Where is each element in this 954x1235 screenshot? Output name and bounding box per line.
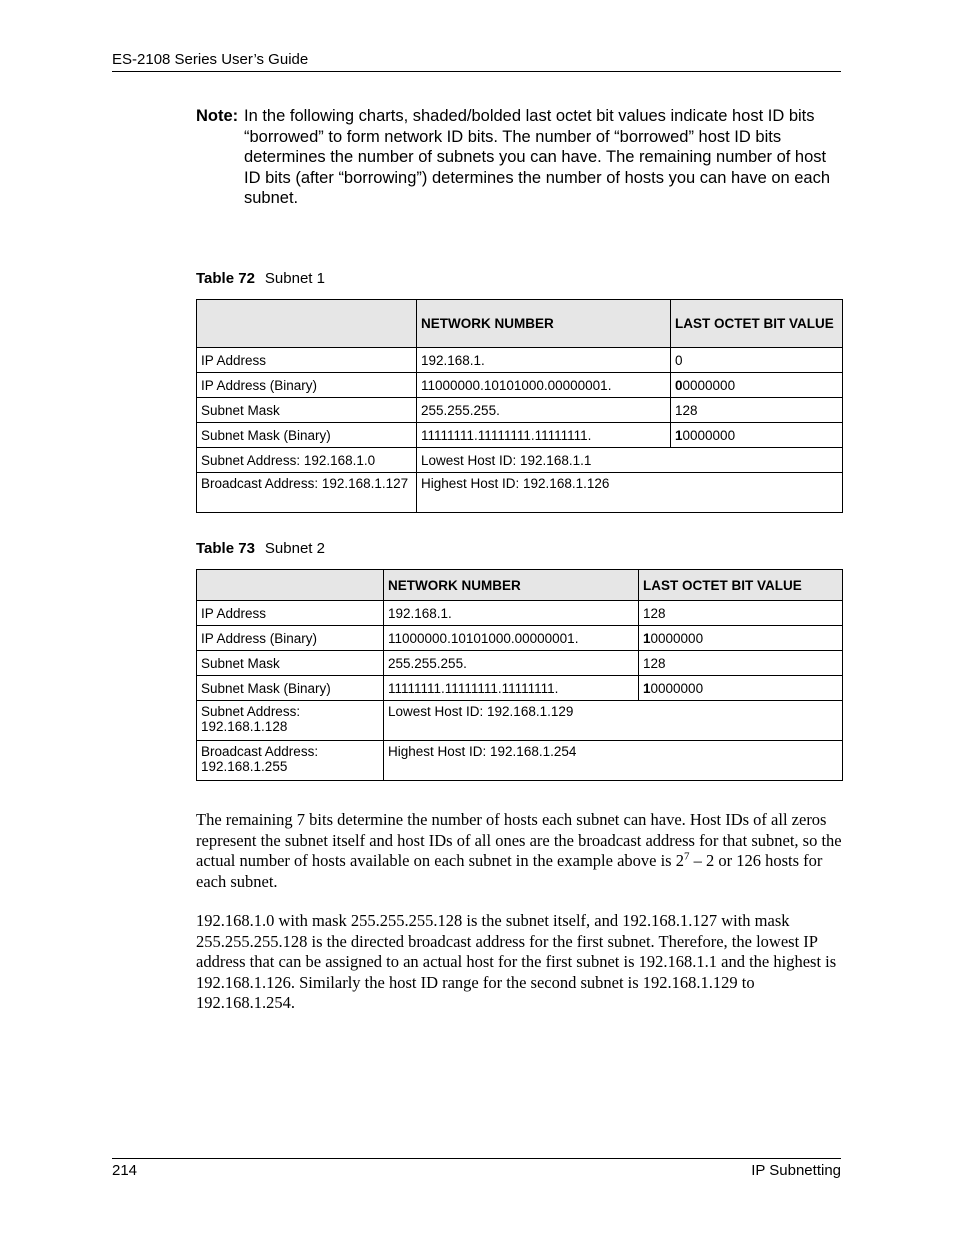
table-cell: Subnet Mask [197,651,384,676]
table-cell: IP Address (Binary) [197,373,417,398]
borrowed-bit: 1 [643,630,651,646]
table-cell [671,373,843,398]
table-cell [639,626,843,651]
table72-header-blank [197,300,417,348]
table73-caption-title: Subnet 2 [264,540,325,557]
footer-section-title: IP Subnetting [751,1162,841,1179]
table73-caption [196,540,325,557]
table72-subnet1 [196,299,843,513]
paragraph-subnet-ranges: 192.168.1.0 with mask 255.255.255.128 is the subnet itself, and 192.168.1.127 with mask 255.255.255.128 is the directed broadcast address for the first subnet. Therefore, the lowest IP address that can be assigned to an actual host for the first subnet is 192.168.1.1 and the highest is 192.168.1.126. Similarly the host ID range for the second subnet is 192.168.1.129 to 192.168.1.254. [196,911,837,1012]
table-cell: 11000000.10101000.00000001. [417,373,671,398]
remaining-bits: 0000000 [650,630,704,646]
borrowed-bit: 1 [675,427,683,443]
paragraph-text: – 2 or 126 hosts for each subnet. [196,851,823,891]
borrowed-bit: 0 [675,377,683,393]
table-cell: 128 [639,651,843,676]
table-row [197,448,843,473]
table73-header-blank [197,570,384,601]
note-label: Note: [196,107,239,125]
table-row [197,676,843,701]
borrowed-bit: 1 [643,680,651,696]
table-cell: Broadcast Address: 192.168.1.255 [197,741,384,781]
table-cell: 11000000.10101000.00000001. [384,626,639,651]
table-cell: Broadcast Address: 192.168.1.127 [197,473,417,513]
table-cell: 11111111.11111111.11111111. [384,676,639,701]
table-row [197,626,843,651]
table72-caption [196,270,325,287]
table72-header-last-octet: LAST OCTET BIT VALUE [671,300,843,348]
table72-caption-title: Subnet 1 [264,270,325,287]
table-cell: 192.168.1. [384,601,639,626]
table-cell: 192.168.1. [417,348,671,373]
table-cell: 0 [671,348,843,373]
table72-caption-number: Table 72 [196,270,255,287]
table-row [197,473,843,513]
table-cell: IP Address [197,348,417,373]
table-cell: 128 [671,398,843,423]
table73-subnet2 [196,569,843,781]
table-row [197,651,843,676]
table-row [197,348,843,373]
table73-header-network-number: NETWORK NUMBER [384,570,639,601]
table-cell [639,676,843,701]
remaining-bits: 0000000 [650,680,704,696]
table-row [197,741,843,781]
table-cell: 255.255.255. [384,651,639,676]
table-cell: IP Address [197,601,384,626]
table-row [197,701,843,741]
running-header-title: ES-2108 Series User’s Guide [112,51,309,68]
header-rule [112,71,841,72]
table-cell: Lowest Host ID: 192.168.1.129 [384,701,843,741]
paragraph-text: The remaining 7 bits determine the number of hosts each subnet can have. Host IDs of all zeros represent the subnet itself and host IDs of all ones are the broadcast address for that subnet, so the actual number of hosts available on each subnet in the example above is 2 [196,810,842,870]
exponent: 7 [683,850,690,863]
footer-rule [112,1158,841,1159]
page-number: 214 [112,1162,138,1179]
table72-header-network-number: NETWORK NUMBER [417,300,671,348]
remaining-bits: 0000000 [682,427,736,443]
table73-header-row [197,570,843,601]
table-cell: 11111111.11111111.11111111. [417,423,671,448]
table-cell: 128 [639,601,843,626]
table-cell [671,423,843,448]
remaining-bits: 0000000 [682,377,736,393]
table-cell: Subnet Mask [197,398,417,423]
table-row [197,373,843,398]
paragraph-hosts-per-subnet [196,810,842,892]
table-cell: IP Address (Binary) [197,626,384,651]
table-row [197,423,843,448]
table-cell: Highest Host ID: 192.168.1.254 [384,741,843,781]
table73-caption-number: Table 73 [196,540,255,557]
table-cell: Subnet Mask (Binary) [197,676,384,701]
table-cell: 255.255.255. [417,398,671,423]
table-cell: Subnet Address: 192.168.1.128 [197,701,384,741]
table-cell: Subnet Address: 192.168.1.0 [197,448,417,473]
table-cell: Highest Host ID: 192.168.1.126 [417,473,843,513]
table-row [197,398,843,423]
table73-header-last-octet: LAST OCTET BIT VALUE [639,570,843,601]
note-text: In the following charts, shaded/bolded last octet bit values indicate host ID bits “borrowed” to form network ID bits. The number of “borrowed” host ID bits determines the number of subnets you can have. The remaining number of host ID bits (after “borrowing”) determines the number of hosts you can have on each subnet. [244,107,831,207]
table72-header-row [197,300,843,348]
table-row [197,601,843,626]
table-cell: Lowest Host ID: 192.168.1.1 [417,448,843,473]
table-cell: Subnet Mask (Binary) [197,423,417,448]
